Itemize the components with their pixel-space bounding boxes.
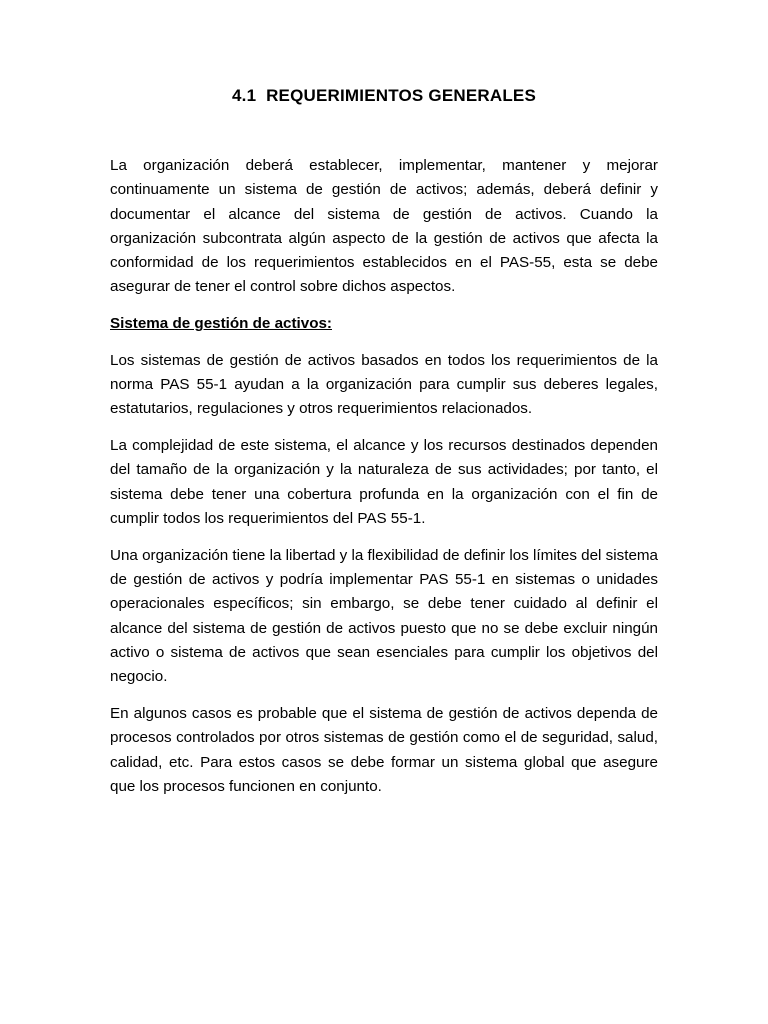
paragraph-scope-limits: Una organización tiene la libertad y la flexibilidad de definir los límites del sistema de gestión de activos y podría implementar PAS 55-1 en sistemas o unidades operacionales específicos; sin embargo, se debe tener cuidado al definir el alcance del sistema de gestión de activos puesto que no se debe excluir ningún activo o sistema de activos que sean esenciales para cumplir los objetivos del negocio. — [110, 546, 658, 686]
section-title: 4.1 REQUERIMIENTOS GENERALES — [232, 86, 536, 105]
subheading-asset-management-system: Sistema de gestión de activos: — [110, 315, 332, 333]
paragraph-integration: En algunos casos es probable que el sistema de gestión de activos dependa de procesos controlados por otros sistemas de gestión como el de seguridad, salud, calidad, etc. Para estos casos se debe formar un sistema global que asegure que los procesos funcionen en conjunto. — [110, 704, 658, 795]
paragraph-complexity: La complejidad de este sistema, el alcance y los recursos destinados dependen del tamaño de la organización y la naturaleza de sus actividades; por tanto, el sistema debe tener una cobertura profunda en la organización con el fin de cumplir todos los requerimientos del PAS 55-1. — [110, 436, 658, 527]
paragraph-intro: La organización deberá establecer, implementar, mantener y mejorar continuamente un sistema de gestión de activos; además, deberá definir y documentar el alcance del sistema de gestión de activos. Cuando la organización subcontrata algún aspecto de la gestión de activos que afecta la conformidad de los requerimientos establecidos en el PAS-55, esta se debe asegurar de tener el control sobre dichos aspectos. — [110, 157, 658, 296]
paragraph-norm-benefits: Los sistemas de gestión de activos basados en todos los requerimientos de la norma PAS 55-1 ayudan a la organización para cumplir sus deberes legales, estatutarios, regulaciones y otros requerimientos relacionados. — [110, 351, 658, 418]
document-body — [110, 154, 658, 812]
